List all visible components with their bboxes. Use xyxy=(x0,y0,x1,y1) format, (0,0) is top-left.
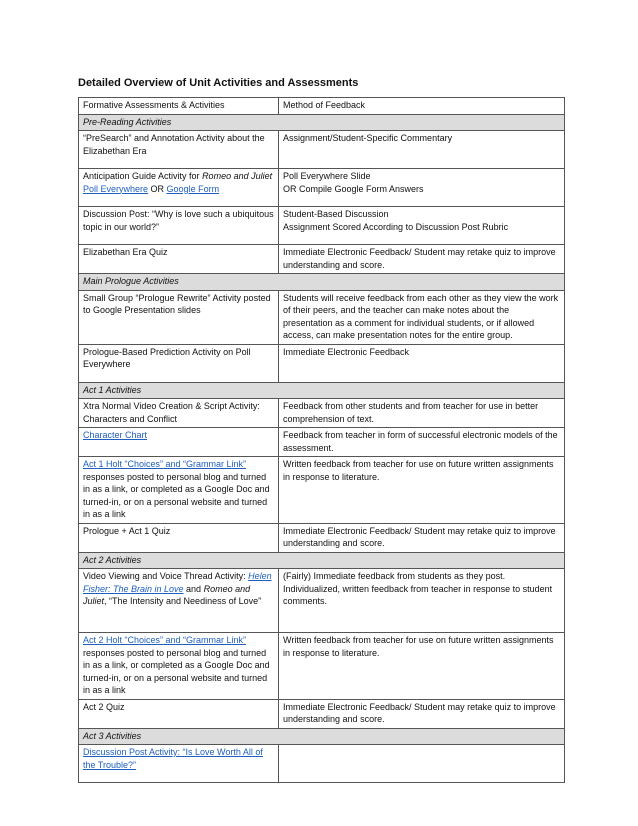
activity-cell xyxy=(79,428,279,457)
activity-cell: Act 1 Holt “Choices” and “Grammar Link” responses posted to personal blog and turned in as a link, or completed as a Google Doc and turned-in, or on a personal website and turned in as a link xyxy=(79,457,279,524)
section-row xyxy=(79,114,565,131)
page-title: Detailed Overview of Unit Activities and Assessments xyxy=(78,77,359,89)
table-row xyxy=(79,169,565,207)
table-row xyxy=(79,569,565,633)
feedback-cell: (Fairly) Immediate feedback from students as they post. Individualized, written feedback from teacher in response to student comments. xyxy=(279,569,565,633)
activity-cell: Prologue + Act 1 Quiz xyxy=(79,523,279,552)
section-row xyxy=(79,274,565,291)
table-row xyxy=(79,745,565,783)
activity-cell: Discussion Post: “Why is love such a ubiquitous topic in our world?” xyxy=(79,207,279,245)
table-row xyxy=(79,344,565,382)
feedback-cell: Poll Everywhere Slide OR Compile Google Form Answers xyxy=(279,169,565,207)
section-row xyxy=(79,382,565,399)
table-row xyxy=(79,131,565,169)
section-act1: Act 1 Activities xyxy=(79,382,565,399)
activity-cell xyxy=(79,745,279,783)
feedback-cell: Written feedback from teacher for use on future written assignments in response to literature. xyxy=(279,457,565,524)
table-row xyxy=(79,245,565,274)
table-row xyxy=(79,633,565,700)
activity-cell: Act 2 Holt “Choices” and “Grammar Link” responses posted to personal blog and turned in as a link, or completed as a Google Doc and turned-in, or on a personal website and turned in as a link xyxy=(79,633,279,700)
header-activities: Formative Assessments & Activities xyxy=(79,98,279,115)
feedback-cell: Feedback from other students and from teacher for use in better comprehension of text. xyxy=(279,399,565,428)
table-row xyxy=(79,699,565,728)
act2-holt-link[interactable]: Act 2 Holt “Choices” and “Grammar Link” xyxy=(83,635,247,645)
activity-cell: Act 2 Quiz xyxy=(79,699,279,728)
feedback-cell: Immediate Electronic Feedback/ Student may retake quiz to improve understanding and score. xyxy=(279,699,565,728)
feedback-cell: Student-Based Discussion Assignment Scored According to Discussion Post Rubric xyxy=(279,207,565,245)
header-feedback: Method of Feedback xyxy=(279,98,565,115)
feedback-cell: Immediate Electronic Feedback/ Student may retake quiz to improve understanding and score. xyxy=(279,245,565,274)
section-main-prologue: Main Prologue Activities xyxy=(79,274,565,291)
activity-cell: “PreSearch” and Annotation Activity about the Elizabethan Era xyxy=(79,131,279,169)
table-row xyxy=(79,290,565,344)
activity-cell: Xtra Normal Video Creation & Script Activity: Characters and Conflict xyxy=(79,399,279,428)
table-row xyxy=(79,428,565,457)
activity-cell: Elizabethan Era Quiz xyxy=(79,245,279,274)
feedback-cell: Feedback from teacher in form of successful electronic models of the assessment. xyxy=(279,428,565,457)
feedback-cell: Assignment/Student-Specific Commentary xyxy=(279,131,565,169)
section-act2: Act 2 Activities xyxy=(79,552,565,569)
act3-discussion-link[interactable]: Discussion Post Activity: “Is Love Worth All of the Trouble?” xyxy=(83,747,263,770)
table-row xyxy=(79,399,565,428)
section-row xyxy=(79,552,565,569)
feedback-cell: Immediate Electronic Feedback/ Student may retake quiz to improve understanding and score. xyxy=(279,523,565,552)
helen-fisher-link[interactable]: Helen Fisher: The Brain in Love xyxy=(83,571,272,594)
section-act3: Act 3 Activities xyxy=(79,728,565,745)
character-chart-link[interactable]: Character Chart xyxy=(83,430,148,440)
table-header-row xyxy=(79,98,565,115)
table-row xyxy=(79,457,565,524)
poll-everywhere-link[interactable]: Poll Everywhere xyxy=(83,183,149,194)
table-row xyxy=(79,523,565,552)
section-row xyxy=(79,728,565,745)
feedback-cell: Immediate Electronic Feedback xyxy=(279,344,565,382)
act1-holt-link[interactable]: Act 1 Holt “Choices” and “Grammar Link” xyxy=(83,459,247,469)
feedback-cell: Students will receive feedback from each other as they view the work of their peers, and the teacher can make notes about the presentation as a comment for individual students, or if allowed access, can make presentation notes for the entire group. xyxy=(279,290,565,344)
activity-cell: Video Viewing and Voice Thread Activity: Helen Fisher: The Brain in Love and Romeo and Juliet, “The Intensity and Neediness of Love” xyxy=(79,569,279,633)
table-row xyxy=(79,207,565,245)
section-pre-reading: Pre-Reading Activities xyxy=(79,114,565,131)
activity-cell: Anticipation Guide Activity for Romeo and Juliet Poll Everywhere OR Google Form xyxy=(79,169,279,207)
activities-table xyxy=(78,97,565,783)
feedback-cell xyxy=(279,745,565,783)
activity-cell: Prologue-Based Prediction Activity on Poll Everywhere xyxy=(79,344,279,382)
google-form-link[interactable]: Google Form xyxy=(166,183,220,194)
activity-cell: Small Group “Prologue Rewrite” Activity posted to Google Presentation slides xyxy=(79,290,279,344)
feedback-cell: Written feedback from teacher for use on future written assignments in response to literature. xyxy=(279,633,565,700)
